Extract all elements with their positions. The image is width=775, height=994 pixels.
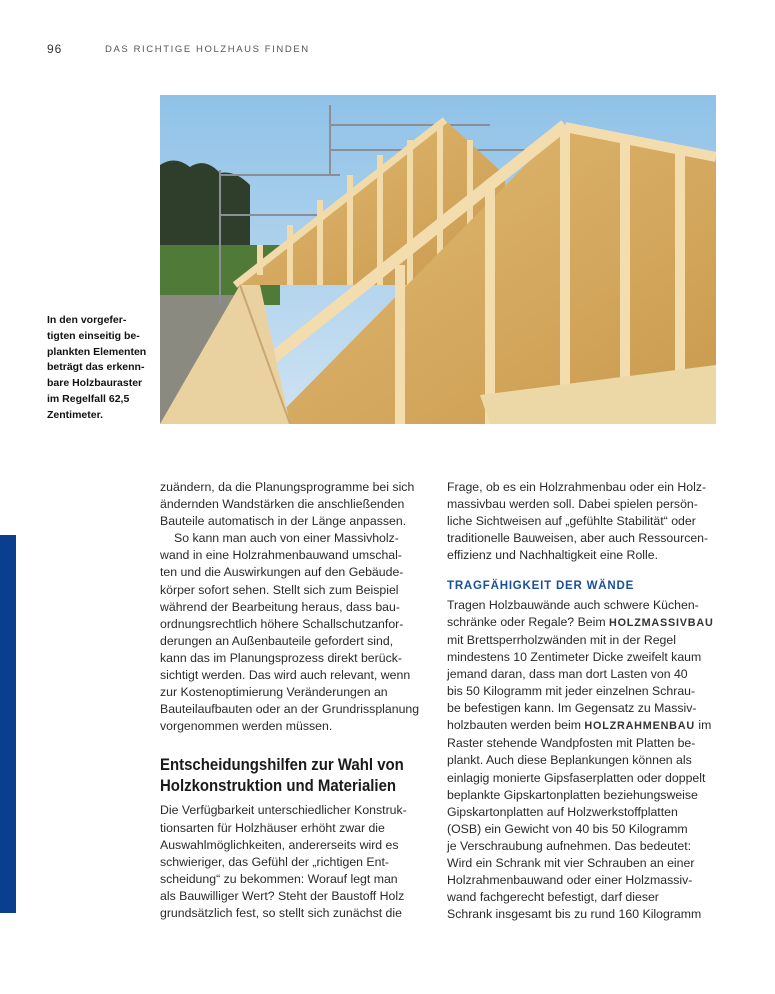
text-line: liche Sichtweisen auf „gefühlte Stabilität“ oder (447, 514, 696, 529)
text-line: be befestigen kann. Im Gegensatz zu Massiv- (447, 701, 697, 716)
text-line: Schrank insgesamt bis zu rund 160 Kilogramm (447, 907, 702, 922)
text-line: scheidung“ zu bekommen: Worauf legt man (160, 871, 398, 886)
text-line: derungen an Außenbauteile gefordert sind, (160, 633, 394, 648)
text-fragment: im (694, 718, 712, 733)
text-line: Frage, ob es ein Holzrahmenbau oder ein Holz- (447, 480, 707, 494)
text-line: bis 50 Kilogramm mit jeder einzelnen Schrau- (447, 684, 696, 699)
caption-line: plankten Elementen (47, 345, 147, 358)
caption-line: beträgt das erkenn- (47, 361, 145, 374)
text-line: ändernden Wandstärken die anschließenden (160, 497, 405, 512)
text-line: So kann man auch von einer Massivholz- (174, 531, 399, 546)
keyword-holzmassivbau: HOLZMASSIVBAU (609, 616, 714, 629)
text-line: mindestens 10 Zentimeter Dicke zweifelt kaum (447, 649, 702, 664)
text-line: jemand daran, dass man dort Lasten von 40 (447, 666, 688, 681)
text-line (447, 614, 719, 632)
caption-line: In den vorgefer- (47, 314, 127, 326)
heading-line: Holzkonstruktion und Materialien (160, 776, 397, 796)
text-line: schwieriger, das Gefühl der „richtigen Ent- (160, 854, 389, 869)
text-line: körper sofort sehen. Stellt sich zum Beispiel (160, 582, 399, 597)
text-line: Wird ein Schrank mit vier Schrauben an einer (447, 855, 695, 870)
text-fragment: schränke oder Regale? Beim (447, 614, 609, 629)
text-column-left (160, 479, 428, 922)
text-line: zuändern, da die Planungsprogramme bei sich (160, 480, 415, 494)
text-line: als Bauwilliger Wert? Steht der Baustoff Holz (160, 888, 405, 903)
caption-line: bare Holzbauraster (47, 377, 143, 390)
keyword-holzrahmenbau: HOLZRAHMENBAU (584, 720, 695, 733)
construction-photo (160, 95, 716, 424)
construction-photo-illustration (160, 95, 716, 424)
text-line: Tragen Holzbauwände auch schwere Küchen- (447, 597, 699, 612)
text-line: Holzrahmenbauwand oder einer Holzmassiv- (447, 873, 693, 888)
text-line: Raster stehende Wandpfosten mit Platten be- (447, 736, 696, 751)
text-line: tionsarten für Holzhäuser erhöht zwar die (160, 820, 385, 835)
text-line: plankt. Auch diese Beplankungen können als (447, 753, 692, 768)
text-fragment: holzbauten werden beim (447, 718, 585, 733)
text-line: Bauteile automatisch in der Länge anpassen. (160, 514, 407, 529)
text-line: traditionelle Bauweisen, aber auch Ressourcen- (447, 531, 709, 546)
text-line: grundsätzlich fest, so stellt sich zunächst die (160, 905, 402, 920)
text-line: (OSB) ein Gewicht von 40 bis 50 Kilogramm (447, 821, 688, 836)
chapter-color-bar (0, 535, 16, 913)
text-line: Gipskartonplatten auf Holzwerkstoffplatten (447, 804, 678, 819)
caption-line: tigten einseitig be- (47, 329, 140, 342)
text-line: effizienz und Nachhaltigkeit eine Rolle. (447, 548, 658, 563)
text-line: während der Bearbeitung heraus, dass bau- (160, 599, 400, 614)
text-line (447, 717, 719, 735)
caption-line: Zentimeter. (47, 408, 104, 421)
subheading: TRAGFÄHIGKEIT DER WÄNDE (447, 580, 635, 593)
text-line: wand in eine Holzrahmenbauwand umschal- (160, 548, 402, 563)
photo-caption (47, 313, 147, 424)
text-line: Die Verfügbarkeit unterschiedlicher Konstruk- (160, 803, 407, 818)
text-line: je Verschraubung aufnehmen. Das bedeutet: (447, 838, 692, 853)
running-title: DAS RICHTIGE HOLZHAUS FINDEN (105, 44, 310, 55)
text-line: vorgenommen werden müssen. (160, 719, 333, 734)
heading-line: Entscheidungshilfen zur Wahl von (160, 755, 404, 775)
caption-line: im Regelfall 62,5 (47, 392, 130, 405)
text-line: kann das im Planungsprozess direkt berück- (160, 650, 402, 665)
text-line: ten und die Auswirkungen auf den Gebäude- (160, 565, 404, 580)
text-line: beplankte Gipskartonplatten beziehungsweise (447, 787, 698, 802)
text-column-right (447, 479, 719, 923)
text-line: sichtigt werden. Das wird auch relevant, wenn (160, 668, 411, 683)
text-line: mit Brettsperrholzwänden mit in der Regel (447, 632, 676, 647)
text-line: zur Kostenoptimierung Veränderungen an (160, 685, 388, 700)
text-line: massivbau werden soll. Dabei spielen persön- (447, 497, 698, 512)
text-line: Auswahlmöglichkeiten, andererseits wird es (160, 837, 399, 852)
text-line: ordnungsrechtlich höhere Schallschutzanfor- (160, 616, 404, 631)
text-line: wand fachgerecht befestigt, darf dieser (447, 890, 659, 905)
section-heading (160, 754, 404, 796)
text-line: Bauteilaufbauten oder an der Grundrissplanung (160, 702, 420, 717)
page-number: 96 (47, 42, 63, 56)
text-line: einlagig monierte Gipsfaserplatten oder doppelt (447, 770, 706, 785)
